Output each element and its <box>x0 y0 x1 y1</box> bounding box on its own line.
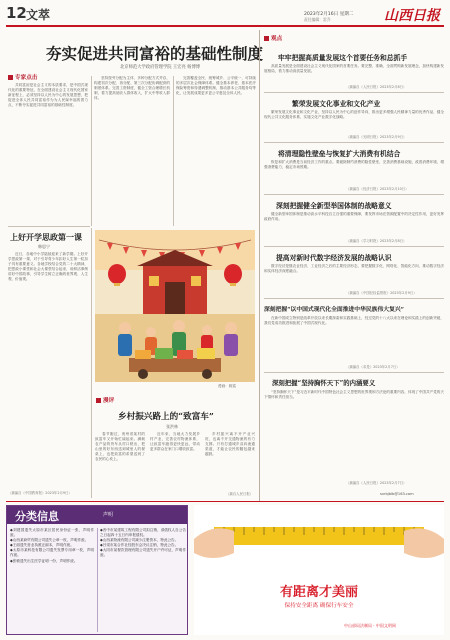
section-rule <box>264 194 444 195</box>
ad-sponsor: 中山部局法制局 · 中国文明网 <box>344 623 396 628</box>
bottom-rule <box>6 501 444 502</box>
cartoon-tag: 漫评 <box>96 396 114 404</box>
section-name: 文萃 <box>26 8 51 22</box>
main-col-2: 坚持按劳分配为主体、多种分配方式并存，构建初次分配、再分配、第三次分配协调配套的制度体系。完善工资制度，健全工资合理增长机制，着力提高低收入群体收入，扩大中等收入群体。 <box>94 76 170 101</box>
law-headline: 深刻把握健全新型举国体制的战略意义 <box>276 202 392 210</box>
main-col-3: 完善覆盖全民、统筹城乡、公平统一、可持续的多层次社会保障体系。健全基本养老、基本医疗保险筹资和待遇调整机制，推动基本公共服务均等化，让发展成果更多更公平惠及全体人民。 <box>176 76 256 96</box>
ad-headline: 有距离才美丽 <box>279 585 358 600</box>
section-rule <box>264 142 444 143</box>
culture-source: （摘编自《光明日报》2023年2月9日） <box>346 135 407 139</box>
chinese-modernization-headline: 深刻把握“以中国式现代化全面推进中华民族伟大复兴” <box>264 307 404 313</box>
classified-item: ◆王丽遗失营业执照正副本，声明作废。 <box>10 543 74 548</box>
digital-headline: 提高对新时代数字经济发展的战略认识 <box>276 254 392 262</box>
classifieds-title: 分类信息 <box>15 510 59 523</box>
page-header <box>6 4 444 24</box>
classifieds-divider <box>97 528 98 632</box>
classifieds-left-list <box>10 528 94 632</box>
square-bullet-icon <box>96 398 101 403</box>
opinion-tag: 观点 <box>264 34 282 42</box>
rural-col-3: 乡村振兴离不开产业兴旺，也离不开交通物流的有力支撑。只有打通城乡双向流通渠道，才能让农民的腰包越来越鼓。 <box>205 432 255 457</box>
page-column-divider <box>259 30 260 502</box>
classified-item: ◆大同市某餐饮管理有限公司遗失开户许可证，声明作废。 <box>100 548 186 558</box>
economy-headline: 将清理隐性壁垒与恢复扩大消费有机结合 <box>278 150 401 158</box>
col-divider <box>91 76 92 226</box>
rural-byline: 张洪林 <box>166 424 178 429</box>
editor-credit: 责任编辑：雷乔 <box>304 17 331 22</box>
safety-ad <box>194 505 444 635</box>
classified-item: ◆张敏遗失出生医学证明一份，声明作废。 <box>10 558 78 563</box>
economy-body: 恢复和扩大消费是当前经济工作的重点。要破除制约消费的隐性壁垒，完善消费基础设施，改善消费环境，增强消费能力，稳定市场预期。 <box>264 160 444 170</box>
col-divider <box>173 76 174 226</box>
classified-item: ◆晋中市某建筑工程有限公司拟注销，请债权人自公告之日起四十五日内申报债权。 <box>100 528 186 538</box>
section-rule <box>264 298 444 299</box>
classifieds-box <box>6 505 188 635</box>
header-rule <box>6 25 444 27</box>
classified-item: ◆吕梁市某合作社经股东会决议注销，特此公告。 <box>100 543 179 548</box>
rural-headline: 乡村振兴路上的“致富车” <box>118 412 214 422</box>
main-col-1: 共同富裕是社会主义的本质要求，是中国式现代化的重要特征。在全面建设社会主义现代化国家新征程上，必须坚持以人民为中心的发展思想，把促进全体人民共同富裕作为为人民谋幸福的着力点，不断夯实促进共同富裕的基础性制度。 <box>8 83 88 108</box>
ad-slogan: 保持安全距离 确保行车安全 <box>284 603 354 609</box>
main-headline: 夯实促进共同富裕的基础性制度 <box>46 44 264 63</box>
cartoon-caption: 漫画：姚铭 <box>218 384 236 388</box>
chinese-modernization-source: （摘编自《求是》2023年2月7日） <box>346 365 400 369</box>
classified-item: ◆山西某商贸有限公司遗失公章一枚，声明作废。 <box>10 538 89 543</box>
section-rule <box>264 92 444 93</box>
expert-tag: 专家点击 <box>8 73 37 81</box>
culture-headline: 繁荣发展文化事业和文化产业 <box>292 100 381 108</box>
classifieds-right-list <box>100 528 186 632</box>
masthead-logo: 山西日报 <box>384 8 440 24</box>
rural-source: （摘自人民日报） <box>226 492 254 496</box>
digital-body: 数字经济是继农业经济、工业经济之后的主要经济形态，要把握数字化、网络化、智能化方向，推动数字经济和实体经济深度融合。 <box>264 264 444 274</box>
school-byline: 韩思宁 <box>38 244 50 249</box>
chinese-modernization-body: 在新中国成立特别是改革开放以来长期探索和实践基础上，经过党的十八大以来在理论和实践上的创新突破，我们党成功推进和拓展了中国式现代化。 <box>264 316 444 326</box>
school-source: （摘编自《中国教育报》2023年2月9日） <box>8 491 72 495</box>
section-rule <box>264 246 444 247</box>
col-divider <box>91 228 92 498</box>
issue-date: 2023年2月16日 星期二 <box>304 12 354 17</box>
world-source: （摘编自《人民日报》2023年2月7日） <box>346 481 407 485</box>
economy-source: （摘编自《经济日报》2023年2月10日） <box>346 187 409 191</box>
section-rule <box>264 372 444 373</box>
section-rule <box>8 226 90 227</box>
square-bullet-icon <box>264 36 269 41</box>
classified-item: ◆太原市某科技有限公司遗失发票专用章一枚，声明作废。 <box>10 548 94 558</box>
ruler-hand-illustration <box>194 505 444 575</box>
notice-title: 声明 <box>103 512 114 518</box>
school-body: 近日，各地中小学陆续迎来了新学期。上好开学思政第一课，对于引导青少年扣好人生第一粒扣子具有重要意义。各地学校结合党的二十大精神，把思政小课堂和社会大课堂结合起来，用鲜活事例讲好中国故事，引导学生树立正确的世界观、人生观、价值观。 <box>8 252 88 282</box>
rural-col-1: 春节刚过，贵州省某村的致富车又开始忙碌起来。满载农产品的货车从村口驶出，把山里的好东西送到城里人的餐桌上，也把致富的希望送到了农民的心坎上。 <box>95 432 145 462</box>
school-headline: 上好开学思政第一课 <box>10 232 82 242</box>
law-source: （摘编自《学习时报》2023年2月8日） <box>346 239 407 243</box>
main-byline: 北京师范大学政府管理学院 王宏亮 杨博博 <box>120 65 201 70</box>
culture-body: 繁荣发展文化事业和文化产业，坚持以人民为中心的创作导向，推出更多增强人民精神力量的优秀作品，健全现代公共文化服务体系，实施文化产业数字化战略。 <box>264 110 444 120</box>
law-body: 健全新型举国体制是推动高水平科技自立自强的重要保障，要发挥市场在资源配置中的决定性作用，更好发挥政府作用。 <box>264 212 444 222</box>
digital-source: （摘编自《中国纪检监察报》2023年2月9日） <box>346 291 417 295</box>
world-body: “坚持胸怀天下”是习近平新时代中国特色社会主义思想的世界观和方法论的重要内容，体现了中国共产党的天下情怀和责任担当。 <box>264 390 444 400</box>
commentary-headline: 牢牢把握高质量发展这个首要任务和总抓手 <box>278 54 408 62</box>
rural-col-2: 近年来，当地大力发展乡村产业，完善农村物流体系，让致富车跑得更快更远，带动更多群众在家门口增收致富。 <box>150 432 200 452</box>
page-number: 12 <box>6 4 27 22</box>
cartoon-illustration <box>95 230 255 382</box>
square-bullet-icon <box>8 75 13 80</box>
commentary-source: （摘编自《人民日报》2023年2月8日） <box>346 85 407 89</box>
classified-item: ◆山西某物流有限公司减少注册资本，特此公告。 <box>100 538 179 543</box>
classified-item: ◆刘建国遗失太原市某区居民身份证一张，声明作废。 <box>10 528 94 538</box>
classifieds-title-bar <box>7 506 187 524</box>
commentary-body: 高质量发展是全面建设社会主义现代化国家的首要任务。要完整、准确、全面贯彻新发展理念，加快构建新发展格局，着力推动高质量发展。 <box>264 64 444 74</box>
contact-email[interactable]: sxrbjblb@163.com <box>380 492 414 496</box>
world-headline: 深刻把握“坚持胸怀天下”的内涵要义 <box>272 379 376 387</box>
